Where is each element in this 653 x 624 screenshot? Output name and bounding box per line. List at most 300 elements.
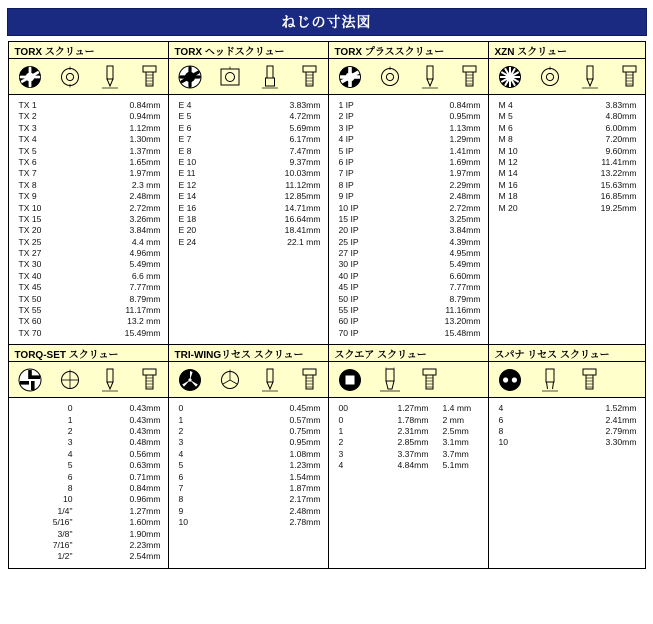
row-label: 0	[67, 403, 73, 414]
torx-driver-icon	[97, 64, 123, 90]
row-label: 7 IP	[338, 168, 354, 179]
table-row	[329, 248, 488, 259]
row-label: 6 IP	[338, 156, 354, 167]
table-row	[329, 123, 488, 134]
row-value: 8.79mm	[129, 293, 161, 304]
table-row	[9, 111, 168, 122]
row-value: 15.49mm	[124, 327, 161, 338]
row-value: 1.52mm	[605, 403, 637, 414]
row-label: TX 1	[18, 100, 37, 110]
table-row	[329, 305, 488, 316]
row-label: E 24	[178, 236, 197, 247]
column-tri-wing-screw	[169, 345, 329, 567]
xzn-spline-icon	[497, 64, 523, 90]
row-value: 6.00mm	[605, 122, 637, 133]
row-label: 2	[67, 425, 73, 436]
torx-plus-top-icon	[377, 64, 403, 90]
row-label: 7/16"	[52, 539, 73, 550]
spanner-two-hole-icon	[497, 367, 523, 393]
table-row	[169, 517, 328, 528]
row-value: 1.60mm	[129, 517, 161, 528]
row-value: 4.84mm	[397, 460, 429, 471]
row-value: 4.96mm	[129, 248, 161, 259]
column-art-square-screw	[329, 362, 488, 398]
row-value-secondary: 3.1mm	[442, 437, 469, 448]
row-value: 15.63mm	[600, 179, 637, 190]
table-row	[329, 134, 488, 145]
row-label: E 4	[178, 100, 192, 110]
row-value: 1.97mm	[449, 168, 481, 179]
column-square-screw	[329, 345, 489, 567]
table-row	[9, 123, 168, 134]
row-value: 2.79mm	[605, 425, 637, 436]
table-row	[489, 403, 645, 414]
torx-star-solid-icon	[177, 64, 203, 90]
column-body-torx-plus-screw	[329, 95, 488, 344]
row-label: 27 IP	[338, 248, 359, 259]
table-row	[169, 111, 328, 122]
table-row	[9, 248, 168, 259]
row-value: 2.31mm	[397, 425, 429, 436]
column-art-torx-plus-screw	[329, 59, 488, 95]
table-row	[489, 134, 645, 145]
row-label: 1	[178, 414, 184, 425]
column-art-xzn-screw	[489, 59, 645, 95]
table-row	[9, 403, 168, 414]
table-row	[329, 214, 488, 225]
row-value: 4.72mm	[289, 111, 321, 122]
table-row	[329, 271, 488, 282]
column-header-torx-plus-screw: TORX プラススクリュー	[329, 42, 488, 59]
xzn-driver-icon	[577, 64, 603, 90]
row-label: 8	[498, 425, 504, 436]
torx-bit-icon	[257, 64, 283, 90]
row-value: 0.43mm	[129, 414, 161, 425]
table-row	[329, 437, 488, 448]
row-label: 9 IP	[338, 191, 354, 202]
row-label: 3	[67, 437, 73, 448]
row-value: 6.17mm	[289, 134, 321, 145]
row-value: 3.84mm	[449, 225, 481, 236]
table-row	[9, 203, 168, 214]
row-value: 1.90mm	[129, 528, 161, 539]
column-header-square-screw: スクエア スクリュー	[329, 345, 488, 362]
torq-set-driver-icon	[97, 367, 123, 393]
row-value: 11.41mm	[601, 156, 637, 167]
row-value: 16.64mm	[284, 213, 321, 224]
column-art-torx-screw	[9, 59, 168, 95]
row-label: 7	[178, 482, 184, 493]
table-row	[9, 316, 168, 327]
row-label: TX 60	[18, 316, 42, 327]
row-value: 2.23mm	[129, 539, 161, 550]
row-value: 13.22mm	[600, 168, 637, 179]
xzn-screw-side-icon	[617, 64, 643, 90]
table-row	[9, 214, 168, 225]
row-label: M 14	[498, 168, 518, 179]
row-label: M 12	[498, 156, 518, 167]
row-value: 12.85mm	[284, 191, 321, 202]
row-label: TX 20	[18, 225, 42, 236]
row-label: 10	[498, 437, 509, 448]
row-value: 1.30mm	[129, 134, 161, 145]
row-value: 11.12mm	[285, 179, 321, 190]
row-label: 6	[178, 471, 184, 482]
table-row	[489, 168, 645, 179]
row-label: TX 15	[18, 213, 42, 224]
row-label: 2	[178, 425, 184, 436]
table-row	[169, 100, 328, 111]
table-row	[329, 225, 488, 236]
row-value: 18.41mm	[284, 225, 321, 236]
table-row	[9, 328, 168, 339]
spanner-driver-icon	[537, 367, 563, 393]
row-label: M 4	[498, 100, 513, 110]
row-label: 70 IP	[338, 327, 359, 338]
column-torx-head-screw	[169, 42, 329, 344]
row-label: TX 70	[18, 327, 42, 338]
row-label: 5	[67, 460, 73, 471]
row-label: TX 2	[18, 111, 37, 122]
table-row	[489, 123, 645, 134]
table-row	[489, 180, 645, 191]
row-label: 3/8"	[57, 528, 73, 539]
row-value: 1.97mm	[129, 168, 161, 179]
row-label: 30 IP	[338, 259, 359, 270]
row-value: 0.95mm	[289, 437, 321, 448]
table-row	[9, 271, 168, 282]
table-row	[489, 157, 645, 168]
row-value: 3.25mm	[449, 213, 481, 224]
row-label: 5/16"	[52, 517, 73, 528]
table-row	[169, 123, 328, 134]
torq-set-top-icon	[57, 367, 83, 393]
row-label: 3	[338, 448, 344, 459]
row-label: E 6	[178, 122, 192, 133]
row-value: 4.95mm	[449, 248, 481, 259]
row-value: 0.84mm	[129, 100, 161, 110]
row-value: 7.77mm	[129, 282, 161, 293]
row-label: 0	[338, 414, 344, 425]
row-value: 1.41mm	[449, 145, 481, 156]
column-body-spanner-screw	[489, 398, 645, 454]
table-row	[329, 282, 488, 293]
row-value: 3.37mm	[397, 448, 429, 459]
table-row	[329, 426, 488, 437]
row-label: M 10	[498, 145, 518, 156]
table-row	[9, 180, 168, 191]
row-label: TX 45	[18, 282, 42, 293]
row-value: 0.84mm	[129, 482, 161, 493]
row-label: E 7	[178, 134, 192, 145]
row-value: 1.54mm	[289, 471, 321, 482]
table-row	[489, 437, 645, 448]
row-value: 10.03mm	[284, 168, 321, 179]
row-value: 0.63mm	[129, 460, 161, 471]
row-value: 1.78mm	[397, 414, 429, 425]
row-value: 13.2 mm	[127, 316, 161, 327]
row-label: E 20	[178, 225, 197, 236]
table-row	[329, 191, 488, 202]
row-value: 5.69mm	[289, 122, 321, 133]
column-body-torq-set-screw	[9, 398, 168, 567]
row-value: 2.85mm	[397, 437, 429, 448]
table-row	[169, 483, 328, 494]
row-value-secondary: 2 mm	[442, 414, 464, 425]
table-row	[489, 415, 645, 426]
row-value: 15.48mm	[444, 327, 481, 338]
table-row	[329, 403, 488, 414]
row-value: 2.3 mm	[131, 179, 161, 190]
row-value: 3.83mm	[289, 100, 321, 110]
table-row	[329, 146, 488, 157]
table-row	[169, 214, 328, 225]
row-label: 2	[338, 437, 344, 448]
table-row	[169, 157, 328, 168]
row-value: 0.75mm	[289, 425, 321, 436]
row-value: 1.23mm	[289, 460, 321, 471]
table-row	[169, 437, 328, 448]
table-row	[9, 437, 168, 448]
column-header-torx-screw: TORX スクリュー	[9, 42, 168, 59]
table-row	[169, 225, 328, 236]
table-row	[169, 426, 328, 437]
table-row	[329, 316, 488, 327]
torx-screw-side-icon	[137, 64, 163, 90]
column-torx-screw	[9, 42, 169, 344]
row-label: 10 IP	[338, 202, 359, 213]
row-label: 4	[338, 460, 344, 471]
row-value: 0.94mm	[129, 111, 161, 122]
row-label: TX 6	[18, 156, 37, 167]
column-art-torq-set-screw	[9, 362, 168, 398]
row-value: 0.45mm	[289, 403, 321, 414]
row-value-secondary: 3.7mm	[442, 448, 469, 459]
table-row	[329, 294, 488, 305]
table-row	[489, 111, 645, 122]
table-row	[9, 449, 168, 460]
row-value: 8.79mm	[449, 293, 481, 304]
column-torq-set-screw	[9, 345, 169, 567]
row-label: TX 55	[18, 305, 42, 316]
table-row	[169, 134, 328, 145]
table-row	[9, 472, 168, 483]
square-socket-icon	[337, 367, 363, 393]
table-row	[169, 472, 328, 483]
row-label: 6	[498, 414, 504, 425]
row-value: 1.87mm	[289, 482, 321, 493]
table-row	[9, 426, 168, 437]
row-label: E 8	[178, 145, 192, 156]
row-label: E 16	[178, 202, 197, 213]
column-header-xzn-screw: XZN スクリュー	[489, 42, 645, 59]
torq-set-screw-side-icon	[137, 367, 163, 393]
row-value: 1.29mm	[449, 134, 481, 145]
row-label: TX 50	[18, 293, 42, 304]
table-row	[329, 415, 488, 426]
table-row	[489, 146, 645, 157]
row-value: 0.57mm	[289, 414, 321, 425]
column-header-tri-wing-screw: TRI-WINGリセス スクリュー	[169, 345, 328, 362]
row-value: 0.96mm	[129, 494, 161, 505]
row-value: 0.43mm	[129, 403, 161, 414]
row-value: 1.69mm	[449, 156, 481, 167]
row-label: TX 8	[18, 179, 37, 190]
torx-socket-icon	[217, 64, 243, 90]
row-value: 22.1 mm	[287, 236, 321, 247]
torx-plus-star-icon	[337, 64, 363, 90]
row-value: 5.49mm	[129, 259, 161, 270]
row-label: 00	[338, 403, 349, 414]
row-label: 1	[338, 425, 344, 436]
row-label: E 18	[178, 213, 197, 224]
row-value: 3.84mm	[129, 225, 161, 236]
row-label: TX 40	[18, 270, 42, 281]
row-label: 5 IP	[338, 145, 354, 156]
row-value: 0.43mm	[129, 425, 161, 436]
column-art-spanner-screw	[489, 362, 645, 398]
row-label: E 10	[178, 156, 197, 167]
page-title: ねじの寸法図	[7, 8, 647, 36]
row-value: 1.37mm	[129, 145, 161, 156]
table-row	[169, 460, 328, 471]
row-value: 7.20mm	[605, 134, 637, 145]
table-row	[329, 237, 488, 248]
row-value: 4.4 mm	[131, 236, 161, 247]
table-row	[9, 305, 168, 316]
row-value: 0.95mm	[449, 111, 481, 122]
row-value: 19.25mm	[600, 202, 637, 213]
table-row	[9, 483, 168, 494]
row-label: E 11	[178, 168, 196, 179]
table-row	[169, 494, 328, 505]
column-torx-plus-screw	[329, 42, 489, 344]
dimension-table-grid	[8, 41, 646, 569]
row-value: 2.48mm	[289, 505, 321, 516]
torx-plus-driver-icon	[417, 64, 443, 90]
column-header-torq-set-screw: TORQ-SET スクリュー	[9, 345, 168, 362]
row-value: 9.37mm	[289, 156, 321, 167]
xzn-top-icon	[537, 64, 563, 90]
torx-top-view-icon	[57, 64, 83, 90]
row-value: 2.29mm	[449, 179, 481, 190]
table-row	[9, 517, 168, 528]
table-row	[329, 460, 488, 471]
table-row	[9, 134, 168, 145]
row-label: TX 10	[18, 202, 42, 213]
table-row	[9, 415, 168, 426]
row-label: E 12	[178, 179, 197, 190]
table-row	[169, 191, 328, 202]
tri-wing-screw-side-icon	[297, 367, 323, 393]
column-art-tri-wing-screw	[169, 362, 328, 398]
torx-plus-screw-side-icon	[457, 64, 483, 90]
row-label: TX 3	[18, 122, 37, 133]
row-label: 9	[178, 505, 184, 516]
band-top	[9, 42, 645, 345]
column-xzn-screw	[489, 42, 645, 344]
table-row	[489, 191, 645, 202]
row-label: M 20	[498, 202, 518, 213]
row-label: 4	[498, 403, 504, 414]
row-label: 8 IP	[338, 179, 354, 190]
column-header-spanner-screw: スパナ リセス スクリュー	[489, 345, 645, 362]
table-row	[169, 180, 328, 191]
row-value: 1.13mm	[449, 122, 481, 133]
row-label: 40 IP	[338, 270, 359, 281]
table-row	[9, 294, 168, 305]
table-row	[329, 449, 488, 460]
row-label: E 14	[178, 191, 197, 202]
table-row	[489, 100, 645, 111]
row-value: 1.12mm	[129, 122, 161, 133]
row-value: 3.26mm	[129, 213, 161, 224]
row-value: 2.78mm	[289, 517, 321, 528]
row-value: 2.48mm	[449, 191, 481, 202]
row-value: 4.80mm	[605, 111, 637, 122]
row-label: 1	[67, 414, 73, 425]
row-label: TX 25	[18, 236, 42, 247]
row-value: 2.41mm	[605, 414, 637, 425]
row-value: 1.27mm	[129, 505, 161, 516]
table-row	[329, 328, 488, 339]
row-label: M 8	[498, 134, 513, 145]
table-row	[9, 259, 168, 270]
column-body-torx-screw	[9, 95, 168, 344]
table-row	[169, 237, 328, 248]
row-label: 3 IP	[338, 122, 354, 133]
column-body-tri-wing-screw	[169, 398, 328, 533]
table-row	[329, 111, 488, 122]
table-row	[9, 100, 168, 111]
table-row	[9, 551, 168, 562]
row-label: 4 IP	[338, 134, 354, 145]
row-value: 1.27mm	[397, 403, 429, 414]
row-label: 15 IP	[338, 213, 359, 224]
row-label: 4	[67, 448, 73, 459]
row-label: 5	[178, 460, 184, 471]
column-body-square-screw	[329, 398, 488, 476]
column-art-torx-head-screw	[169, 59, 328, 95]
row-label: M 18	[498, 191, 518, 202]
spanner-screw-side-icon	[577, 367, 603, 393]
row-label: TX 9	[18, 191, 37, 202]
column-body-torx-head-screw	[169, 95, 328, 253]
row-value: 0.48mm	[129, 437, 161, 448]
row-value: 13.20mm	[444, 316, 481, 327]
table-row	[489, 426, 645, 437]
row-value: 1.65mm	[129, 156, 161, 167]
row-value: 3.83mm	[605, 100, 637, 110]
row-value: 6.60mm	[449, 270, 481, 281]
table-row	[9, 540, 168, 551]
table-row	[329, 203, 488, 214]
row-label: TX 7	[18, 168, 37, 179]
row-label: M 16	[498, 179, 518, 190]
row-value: 0.71mm	[129, 471, 161, 482]
column-body-xzn-screw	[489, 95, 645, 219]
square-screw-side-icon	[417, 367, 443, 393]
row-label: 0	[178, 403, 184, 414]
row-label: 25 IP	[338, 236, 359, 247]
row-label: 1 IP	[338, 100, 354, 110]
row-value: 14.71mm	[284, 202, 321, 213]
row-value: 7.77mm	[449, 282, 481, 293]
table-row	[9, 506, 168, 517]
table-row	[329, 157, 488, 168]
square-driver-icon	[377, 367, 403, 393]
table-row	[9, 157, 168, 168]
